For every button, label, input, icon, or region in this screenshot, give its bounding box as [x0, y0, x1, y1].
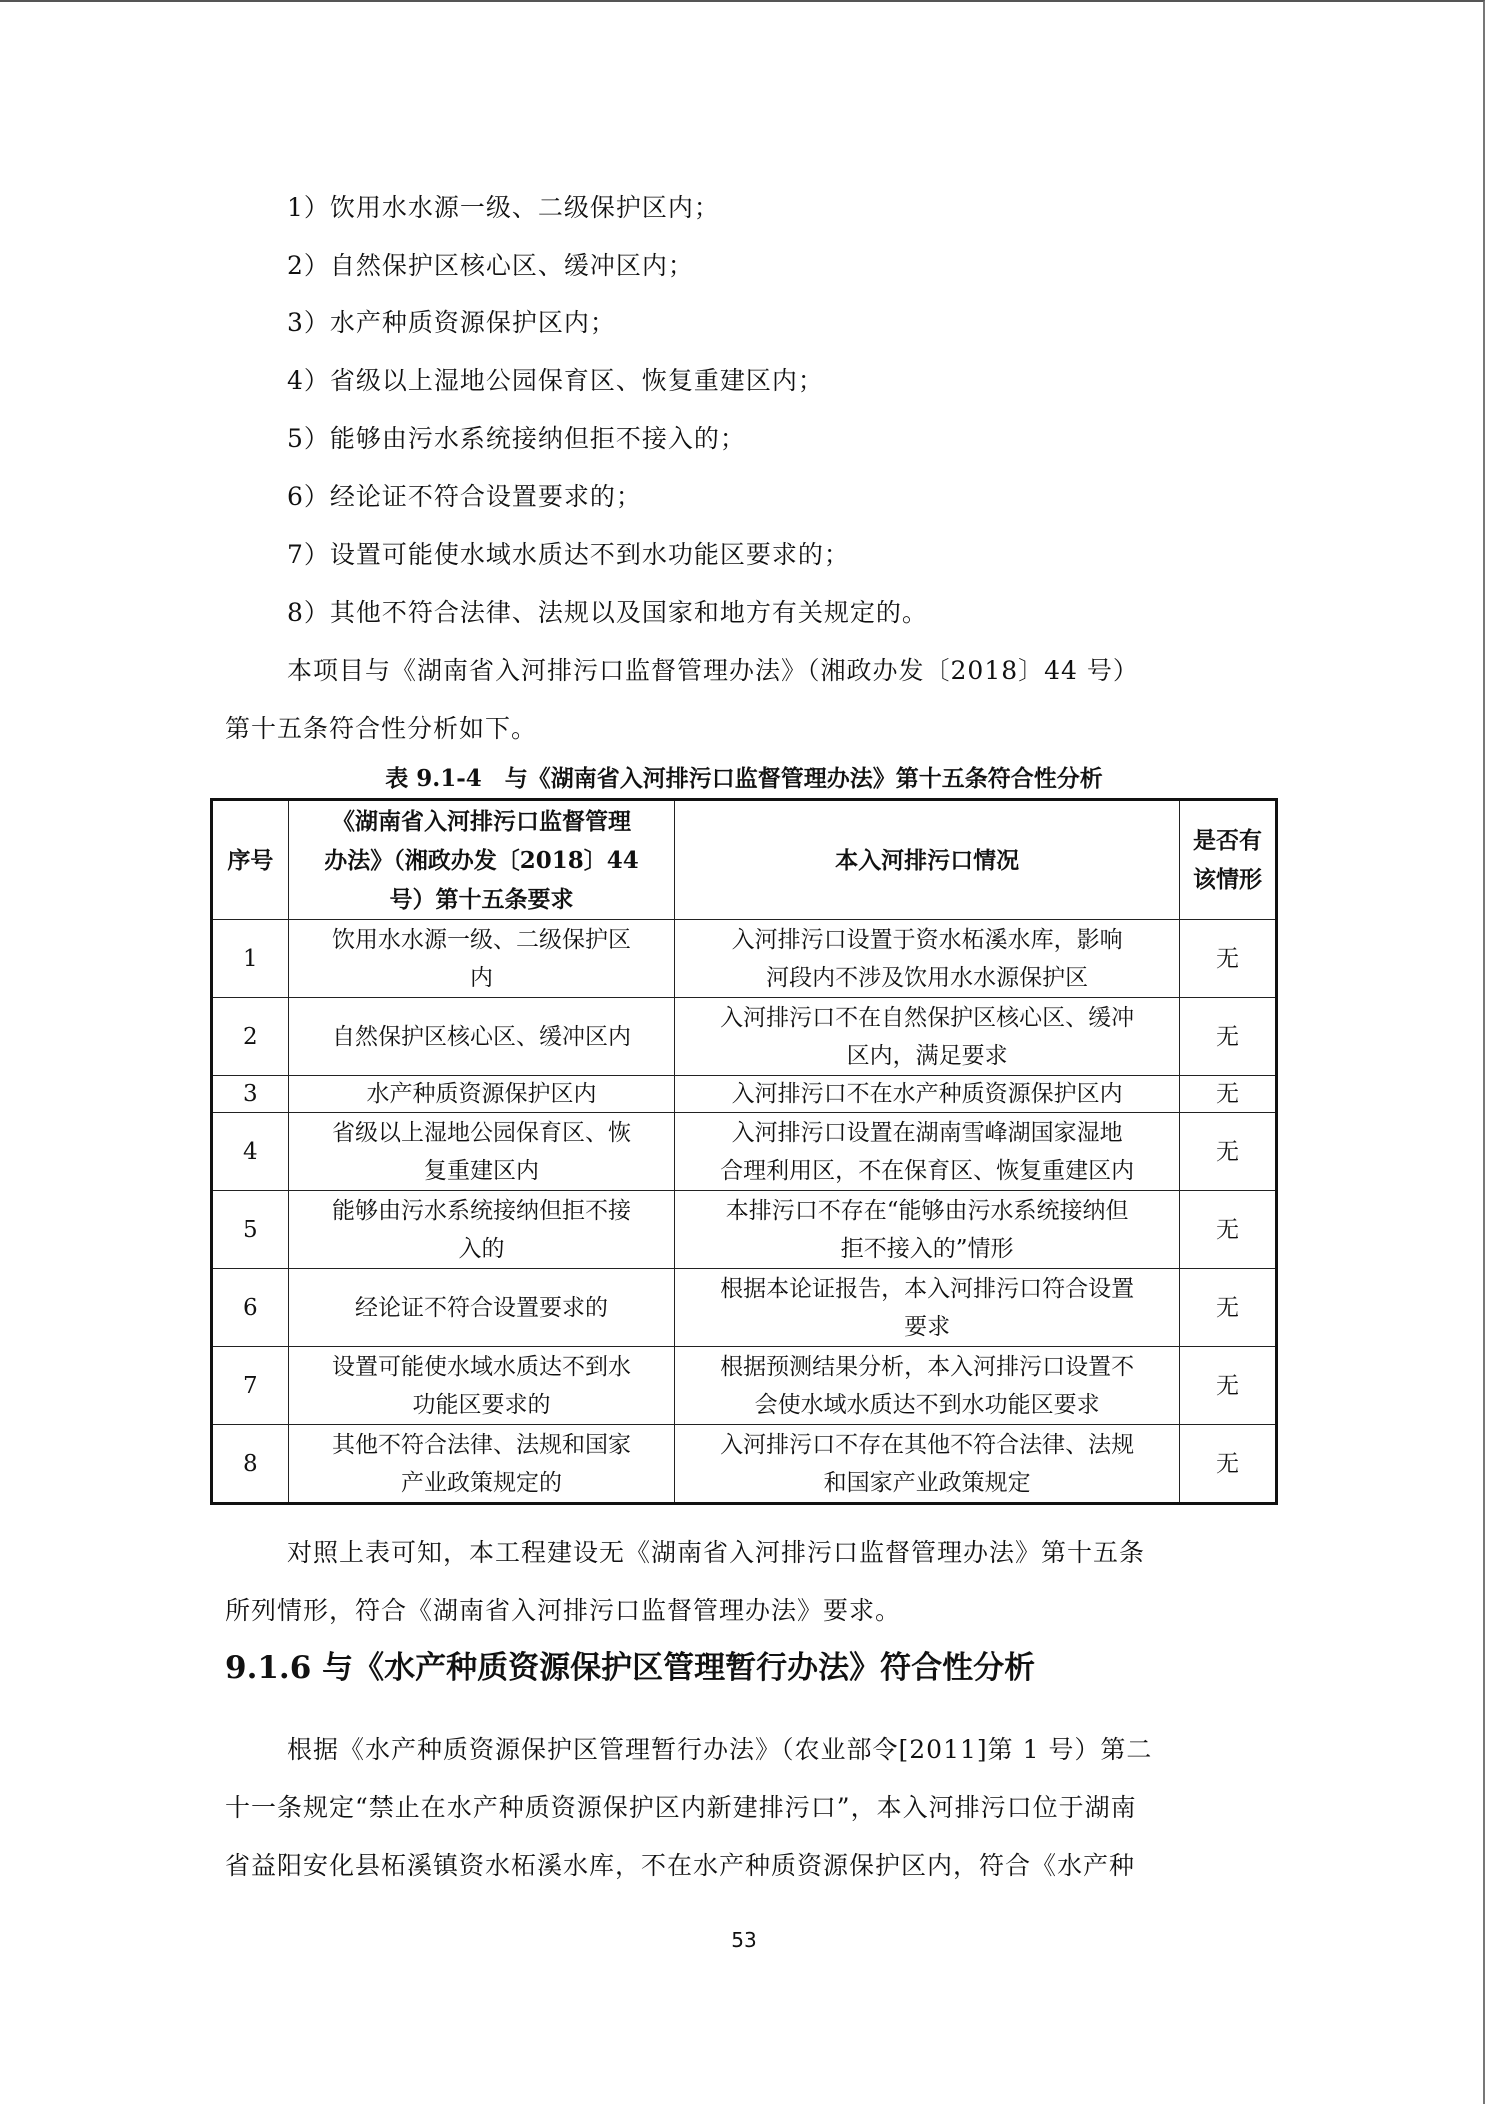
header-requirement-line: 办法》（湘政办发〔2018〕44 [324, 846, 639, 874]
list-item-4: 4）省级以上湿地公园保育区、恢复重建区内； [287, 366, 824, 395]
table-body [212, 920, 1277, 1504]
cell-situation-line: 河段内不涉及饮用水水源保护区 [766, 964, 1089, 991]
cell-requirement-line: 复重建区内 [423, 1157, 539, 1184]
cell-requirement-line: 经论证不符合设置要求的 [354, 1294, 608, 1321]
cell-has-case-line: 无 [1216, 1081, 1240, 1107]
cell-situation [675, 1113, 1180, 1191]
table-row [212, 1425, 1277, 1504]
cell-index-line: 3 [243, 1081, 258, 1107]
list-item-1: 1）饮用水水源一级、二级保护区内； [287, 193, 720, 222]
cell-has-case-line: 无 [1216, 1023, 1240, 1050]
cell-index-line: 5 [243, 1216, 258, 1243]
table-row [212, 998, 1277, 1076]
section-heading: 9.1.6 与《水产种质资源保护区管理暂行办法》符合性分析 [225, 1650, 1036, 1686]
table-caption: 表 9.1-4 与《湖南省入河排污口监督管理办法》第十五条符合性分析 [385, 765, 1103, 792]
header-requirement-line: 《湖南省入河排污口监督管理 [331, 807, 631, 835]
cell-situation-line: 会使水域水质达不到水功能区要求 [754, 1391, 1100, 1418]
cell-index [212, 1113, 289, 1191]
cell-index-line: 1 [243, 945, 258, 972]
cell-situation-line: 根据预测结果分析，本入河排污口设置不 [720, 1353, 1135, 1380]
cell-situation [675, 1076, 1180, 1113]
cell-requirement [288, 1425, 675, 1504]
cell-requirement [288, 920, 675, 998]
header-requirement [288, 800, 675, 920]
cell-situation-line: 要求 [904, 1313, 951, 1340]
cell-has-case [1180, 1076, 1277, 1113]
list-item-5: 5）能够由污水系统接纳但拒不接入的； [287, 424, 746, 453]
cell-index [212, 1347, 289, 1425]
table-row [212, 1076, 1277, 1113]
cell-situation [675, 998, 1180, 1076]
header-has-case [1180, 800, 1277, 920]
cell-situation-line: 根据本论证报告，本入河排污口符合设置 [720, 1275, 1135, 1302]
cell-index [212, 920, 289, 998]
table-row [212, 1347, 1277, 1425]
cell-index [212, 1425, 289, 1504]
cell-index-line: 6 [243, 1294, 258, 1321]
header-requirement-line: 号）第十五条要求 [389, 885, 574, 913]
cell-situation-line: 入河排污口不在水产种质资源保护区内 [731, 1081, 1123, 1107]
table-header-row [212, 800, 1277, 920]
cell-situation-line: 区内，满足要求 [846, 1042, 1008, 1069]
cell-requirement [288, 1191, 675, 1269]
list-item-7: 7）设置可能使水域水质达不到水功能区要求的； [287, 540, 850, 569]
cell-requirement-line: 产业政策规定的 [400, 1469, 562, 1496]
cell-index-line: 8 [243, 1450, 258, 1477]
header-situation: 本入河排污口情况 [675, 800, 1180, 920]
cell-has-case-line: 无 [1216, 1216, 1240, 1243]
cell-situation-line: 和国家产业政策规定 [823, 1469, 1031, 1496]
cell-has-case-line: 无 [1216, 1450, 1240, 1477]
cell-index [212, 1076, 289, 1113]
intro-paragraph-line-1: 本项目与《湖南省入河排污口监督管理办法》（湘政办发〔2018〕44 号） [287, 656, 1139, 685]
cell-has-case-line: 无 [1216, 945, 1240, 972]
table-row [212, 1191, 1277, 1269]
cell-requirement-line: 入的 [458, 1235, 505, 1262]
cell-situation-line: 合理利用区，不在保育区、恢复重建区内 [720, 1157, 1135, 1184]
cell-situation [675, 1425, 1180, 1504]
conclusion-line-2: 所列情形，符合《湖南省入河排污口监督管理办法》要求。 [225, 1596, 902, 1625]
cell-requirement-line: 其他不符合法律、法规和国家 [331, 1431, 631, 1458]
cell-has-case [1180, 1113, 1277, 1191]
cell-requirement-line: 自然保护区核心区、缓冲区内 [331, 1023, 631, 1050]
cell-situation [675, 1191, 1180, 1269]
list-item-2: 2）自然保护区核心区、缓冲区内； [287, 251, 694, 280]
page-number: 53 [731, 1928, 757, 1952]
cell-index [212, 998, 289, 1076]
cell-index-line: 4 [243, 1138, 258, 1165]
header-index: 序号 [212, 800, 289, 920]
cell-situation-line: 入河排污口设置在湖南雪峰湖国家湿地 [731, 1119, 1123, 1146]
cell-requirement-line: 省级以上湿地公园保育区、恢 [331, 1119, 631, 1146]
compliance-table [210, 798, 1278, 1505]
cell-situation [675, 1347, 1180, 1425]
cell-requirement-line: 内 [469, 964, 493, 991]
cell-has-case [1180, 1269, 1277, 1347]
section-paragraph-line-1: 根据《水产种质资源保护区管理暂行办法》（农业部令[2011]第 1 号）第二 [287, 1735, 1153, 1764]
table-row [212, 1269, 1277, 1347]
cell-requirement [288, 1113, 675, 1191]
cell-situation [675, 1269, 1180, 1347]
cell-requirement [288, 998, 675, 1076]
cell-has-case-line: 无 [1216, 1372, 1240, 1399]
table-row [212, 1113, 1277, 1191]
list-item-3: 3）水产种质资源保护区内； [287, 308, 616, 337]
cell-has-case [1180, 1347, 1277, 1425]
cell-has-case-line: 无 [1216, 1138, 1240, 1165]
cell-situation-line: 拒不接入的”情形 [840, 1235, 1014, 1262]
cell-situation-line: 入河排污口设置于资水柘溪水库，影响 [731, 926, 1123, 953]
intro-paragraph-line-2: 第十五条符合性分析如下。 [225, 714, 538, 743]
cell-requirement [288, 1347, 675, 1425]
list-item-6: 6）经论证不符合设置要求的； [287, 482, 642, 511]
cell-index [212, 1269, 289, 1347]
cell-has-case [1180, 920, 1277, 998]
section-paragraph-line-2: 十一条规定“禁止在水产种质资源保护区内新建排污口”，本入河排污口位于湖南 [225, 1793, 1137, 1822]
cell-requirement-line: 设置可能使水域水质达不到水 [331, 1353, 631, 1380]
cell-index-line: 7 [243, 1372, 258, 1399]
cell-requirement-line: 功能区要求的 [412, 1391, 551, 1418]
cell-requirement-line: 水产种质资源保护区内 [366, 1081, 597, 1107]
cell-situation [675, 920, 1180, 998]
header-has-case-line: 该情形 [1193, 866, 1263, 893]
cell-situation-line: 入河排污口不在自然保护区核心区、缓冲 [720, 1004, 1135, 1031]
cell-requirement-line: 能够由污水系统接纳但拒不接 [331, 1197, 631, 1224]
cell-index [212, 1191, 289, 1269]
cell-has-case [1180, 1191, 1277, 1269]
cell-requirement-line: 饮用水水源一级、二级保护区 [331, 926, 631, 953]
conclusion-line-1: 对照上表可知，本工程建设无《湖南省入河排污口监督管理办法》第十五条 [287, 1538, 1146, 1567]
section-paragraph-line-3: 省益阳安化县柘溪镇资水柘溪水库，不在水产种质资源保护区内，符合《水产种 [225, 1851, 1136, 1880]
table-row [212, 920, 1277, 998]
cell-situation-line: 本排污口不存在“能够由污水系统接纳但 [725, 1197, 1129, 1224]
cell-has-case-line: 无 [1216, 1294, 1240, 1321]
cell-situation-line: 入河排污口不存在其他不符合法律、法规 [720, 1431, 1135, 1458]
cell-has-case [1180, 998, 1277, 1076]
cell-has-case [1180, 1425, 1277, 1504]
cell-requirement [288, 1076, 675, 1113]
header-has-case-line: 是否有 [1193, 827, 1263, 854]
list-item-8: 8）其他不符合法律、法规以及国家和地方有关规定的。 [287, 598, 928, 627]
cell-index-line: 2 [243, 1023, 258, 1050]
cell-requirement [288, 1269, 675, 1347]
